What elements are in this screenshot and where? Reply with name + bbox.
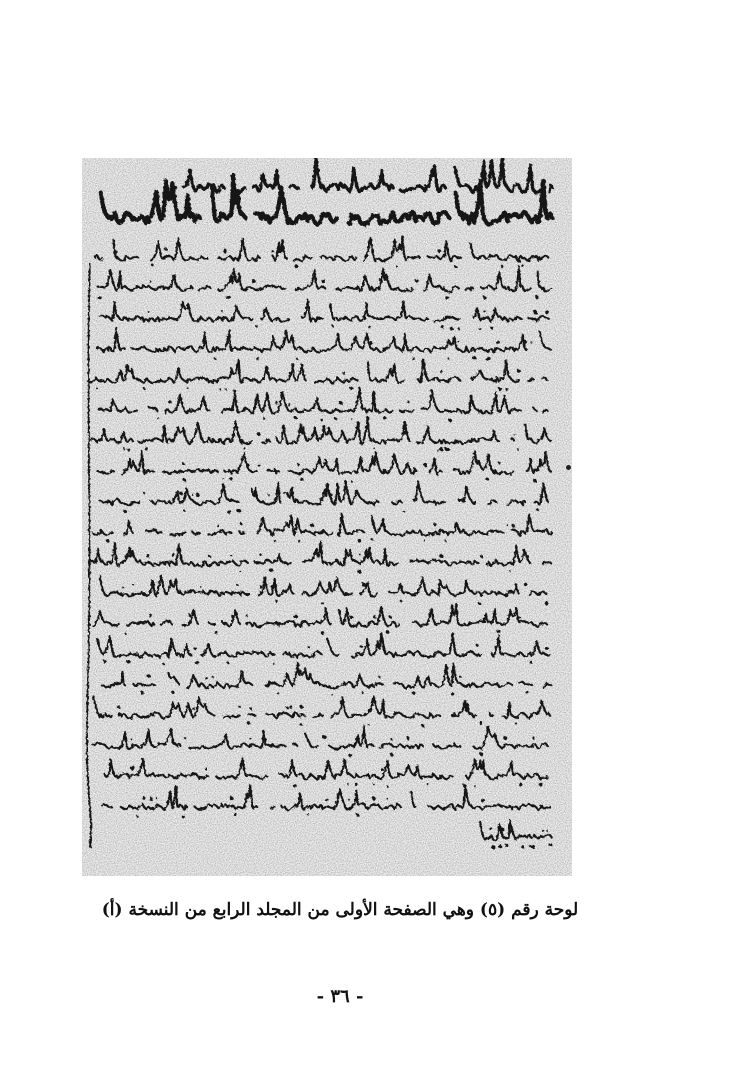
manuscript-ink-dot [357,569,361,573]
manuscript-ink-dot [183,510,185,512]
manuscript-ink-dot [514,722,517,725]
manuscript-ink-dot [486,357,489,360]
manuscript-ink-dot [437,449,439,451]
manuscript-ink-dot [536,508,539,511]
manuscript-ink-dot [300,705,304,709]
manuscript-ink-dot [526,691,529,694]
manuscript-ink-dot [501,827,504,830]
manuscript-ink-dot [421,724,424,727]
manuscript-ink-dot [545,601,549,605]
manuscript-ink-dot [227,661,229,663]
manuscript-ink-dot [412,691,415,694]
manuscript-ink-dot [478,602,481,605]
manuscript-ink-dot [330,311,332,313]
manuscript-ink-dot [545,646,549,650]
manuscript-ink-dot [445,296,449,300]
manuscript-ink-dot [357,539,361,543]
manuscript-ink-dot [446,448,450,452]
manuscript-ink-dot [382,644,385,647]
manuscript-ink-dot [275,600,278,603]
manuscript-ink-dot [361,692,363,694]
manuscript-ink-dot [390,753,394,757]
manuscript-ink-dot [535,295,538,298]
manuscript-ink-dot [371,539,373,541]
manuscript-ink-dot [247,721,251,725]
manuscript-ink-dot [191,494,193,496]
manuscript-ink-dot [200,586,202,588]
manuscript-ink-dot [237,509,241,513]
manuscript-ink-dot [320,419,323,422]
manuscript-ink-dot [269,568,273,572]
manuscript-ink-dot [480,555,483,558]
manuscript-ink-dot [474,785,476,787]
manuscript-ink-dot [532,736,535,739]
manuscript-ink-dot [390,738,393,741]
manuscript-ink-dot [147,674,150,677]
manuscript-ink-dot [172,691,175,694]
manuscript-ink-dot [529,661,532,664]
manuscript-ink-dot [151,264,153,266]
manuscript-ink-dot [386,630,390,634]
manuscript-ink-dot [204,767,207,770]
manuscript-ink-dot [227,510,231,514]
manuscript-ink-dot [447,357,449,359]
manuscript-ink-dot [370,341,373,344]
manuscript-ink-dot [212,676,214,678]
manuscript-ink-dot [252,280,256,284]
manuscript-ink-dot [253,494,256,497]
manuscript-ink-dot [400,600,402,602]
manuscript-ink-dot [149,614,153,618]
manuscript-ink-dot [168,400,171,403]
manuscript-ink-dot [350,480,352,482]
manuscript-ink-dot [186,387,188,389]
manuscript-ink-dot [132,584,134,586]
manuscript-ink-dot [542,829,544,831]
manuscript-ink-dot [386,798,388,800]
manuscript-ink-dot [140,691,144,695]
manuscript-ink-dot [533,479,537,483]
manuscript-ink-dot [339,401,343,405]
manuscript-ink-dot [360,645,363,648]
manuscript-ink-dot [479,327,482,330]
manuscript-ink-dot [449,419,452,422]
manuscript-ink-dot [523,340,526,343]
manuscript-ink-dot [479,721,483,725]
manuscript-ink-dot [275,401,278,404]
manuscript-ink-dot [439,370,442,373]
manuscript-ink-dot [205,342,207,344]
manuscript-ink-dot [271,250,274,253]
manuscript-ink-dot [182,815,185,818]
manuscript-ink-dot [458,327,461,330]
manuscript-ink-dot [403,431,406,434]
manuscript-ink-dot [115,250,117,252]
manuscript-ink-dot [524,583,527,586]
manuscript-ink-dot [439,447,443,451]
manuscript-ink-dot [368,326,371,329]
manuscript-ink-dot [194,647,197,650]
manuscript-ink-dot [498,844,502,848]
manuscript-ink-dot [396,266,398,268]
manuscript-ink-dot [188,614,191,617]
manuscript-ink-dot [372,797,376,801]
manuscript-ink-dot [245,614,248,617]
manuscript-ink-dot [157,417,159,419]
manuscript-ink-dot [250,707,252,709]
manuscript-ink-dot [103,660,106,663]
manuscript-ink-dot [451,692,454,695]
manuscript-ink-dot [297,463,300,466]
manuscript-ink-dot [329,493,332,496]
manuscript-ink-dot [256,357,259,360]
manuscript-ink-dot [184,737,186,739]
manuscript-ink-dot [521,846,523,848]
manuscript-ink-dot [281,248,285,252]
manuscript-handwriting [82,158,572,876]
manuscript-ink-dot [169,645,172,648]
manuscript-ink-dot [225,388,227,390]
manuscript-ink-dot [332,325,334,327]
manuscript-ink-dot [504,736,507,739]
plate-caption: لوحة رقم (٥) وهي الصفحة الأولى من المجلد الرابع من النسخة (أ) [101,900,579,920]
manuscript-ink-dot [378,676,380,678]
manuscript-ink-dot [325,798,328,801]
manuscript-ink-dot [321,279,325,283]
manuscript-ink-dot [483,310,485,312]
manuscript-ink-dot [329,432,332,435]
manuscript-ink-dot [264,738,266,740]
manuscript-ink-dot [219,388,221,390]
manuscript-ink-dot [406,737,409,740]
manuscript-ink-dot [155,797,157,799]
manuscript-ink-dot [321,631,325,635]
manuscript-ink-dot [222,478,224,480]
manuscript-ink-dot [373,615,376,618]
manuscript-ink-dot [441,325,444,328]
manuscript-ink-dot [347,783,349,785]
manuscript-ink-dot [192,707,195,710]
manuscript-ink-dot [243,447,246,450]
manuscript-ink-dot [149,280,151,282]
manuscript-ink-dot [310,523,314,527]
manuscript-ink-dot [217,524,220,527]
manuscript-ink-dot [538,280,541,283]
manuscript-ink-dot [128,555,131,558]
manuscript-ink-dot [349,754,353,758]
manuscript-ink-dot [433,523,436,526]
manuscript-ink-dot [331,694,333,696]
manuscript-ink-dot [106,539,109,542]
manuscript-ink-dot [296,358,298,360]
manuscript-ink-dot [321,602,324,605]
manuscript-ink-dot [458,341,460,343]
manuscript-ink-dot [373,783,375,785]
manuscript-ink-dot [521,264,524,267]
manuscript-ink-dot [519,782,523,786]
manuscript-ink-dot [481,799,485,803]
manuscript-ink-dot [509,570,511,572]
manuscript-ink-dot [96,387,98,389]
manuscript-ink-dot [530,341,532,343]
manuscript-ink-dot [232,615,236,619]
manuscript-ink-dot [123,509,126,512]
manuscript-ink-dot [356,813,359,816]
manuscript-ink-dot [355,783,358,786]
manuscript-ink-dot [548,843,551,846]
manuscript-ink-dot [501,266,504,269]
manuscript-ink-dot [427,783,429,785]
manuscript-ink-dot [238,705,240,707]
manuscript-ink-dot [125,739,128,742]
manuscript-ink-dot [368,724,370,726]
manuscript-ink-dot [227,296,231,300]
manuscript-ink-dot [547,830,549,832]
manuscript-ink-dot [274,540,276,542]
manuscript-ink-dot [273,663,275,665]
manuscript-ink-dot [266,372,268,374]
manuscript-ink-dot [179,492,183,496]
manuscript-ink-dot [509,830,512,833]
manuscript-ink-dot [196,493,200,497]
manuscript-ink-dot [300,478,303,481]
manuscript-ink-dot [183,478,186,481]
manuscript-ink-dot [350,387,353,390]
manuscript-ink-dot [240,523,242,525]
manuscript-ink-dot [148,311,150,313]
manuscript-ink-dot [550,844,552,846]
manuscript-ink-dot [498,462,501,465]
manuscript-ink-dot [498,387,502,391]
page-number: - ٣٦ - [316,986,364,1007]
manuscript-ink-dot [489,827,492,830]
manuscript-ink-dot [459,676,461,678]
manuscript-ink-dot [294,416,297,419]
manuscript-ink-dot [234,813,237,816]
manuscript-ink-dot [518,616,520,618]
manuscript-ink-dot [214,631,218,635]
manuscript-ink-dot [389,616,392,619]
manuscript-ink-dot [145,447,149,451]
manuscript-ink-dot [343,372,346,375]
manuscript-ink-dot [124,633,126,635]
manuscript-ink-dot [287,707,289,709]
manuscript-ink-dot [450,327,454,331]
manuscript-ink-dot [517,369,521,373]
manuscript-ink-dot [379,279,382,282]
manuscript-ink-dot [533,310,537,314]
manuscript-ink-dot [130,738,132,740]
manuscript-ink-dot [142,797,145,800]
manuscript-ink-dot [205,677,208,680]
manuscript-ink-dot [491,845,495,849]
manuscript-ink-dot [348,799,350,801]
manuscript-ink-dot [250,738,252,740]
manuscript-ink-dot [268,494,270,496]
manuscript-ink-dot [496,629,500,633]
manuscript-ink-dot [486,478,489,481]
manuscript-ink-dot [294,615,298,619]
manuscript-ink-dot [259,585,262,588]
manuscript-ink-dot [146,554,150,558]
manuscript-ink-dot [307,813,310,816]
manuscript-ink-dot [294,265,298,269]
manuscript-ink-dot [359,554,361,556]
manuscript-ink-dot [236,584,238,586]
manuscript-ink-dot [298,540,301,543]
manuscript-ink-dot [483,296,486,299]
manuscript-ink-dot [300,723,303,726]
manuscript-ink-dot [143,492,145,494]
manuscript-ink-dot [415,279,419,283]
manuscript-ink-dot [322,735,326,739]
manuscript-ink-dot [263,417,266,420]
manuscript-ink-dot [259,554,261,556]
manuscript-ink-dot [380,768,383,771]
manuscript-ink-dot [366,416,369,419]
manuscript-ink-dot [221,310,223,312]
margin-dot [566,465,571,470]
manuscript-ink-dot [127,660,131,664]
manuscript-ink-dot [350,616,353,619]
manuscript-ink-dot [130,767,133,770]
manuscript-ink-dot [277,692,279,694]
manuscript-ink-dot [512,524,515,527]
manuscript-ink-dot [171,553,175,557]
manuscript-ink-dot [355,738,357,740]
manuscript-ink-dot [527,555,529,557]
manuscript-ink-dot [412,357,415,360]
manuscript-ink-dot [380,523,383,526]
manuscript-ink-dot [230,797,234,801]
manuscript-ink-dot [454,266,457,269]
manuscript-ink-dot [505,844,508,847]
manuscript-ink-dot [143,387,145,389]
manuscript-ink-dot [136,815,138,817]
manuscript-ink-dot [117,705,120,708]
manuscript-ink-dot [383,416,386,419]
manuscript-ink-dot [423,540,425,542]
manuscript-ink-dot [230,477,233,480]
manuscript-ink-dot [517,448,519,450]
manuscript-ink-dot [529,845,531,847]
manuscript-ink-dot [149,797,153,801]
manuscript-ink-dot [224,251,227,254]
manuscript-ink-dot [255,325,258,328]
manuscript-ink-dot [163,663,165,665]
manuscript-ink-dot [182,463,184,465]
manuscript-ink-dot [214,358,216,360]
manuscript-ink-dot [514,434,516,436]
manuscript-ink-dot [424,372,427,375]
manuscript-ink-dot [506,388,509,391]
manuscript-ink-dot [363,279,365,281]
manuscript-ink-dot [289,372,292,375]
manuscript-ink-dot [208,555,211,558]
manuscript-ink-dot [164,248,167,251]
manuscript-ink-dot [401,585,403,587]
manuscript-ink-dot [289,706,292,709]
manuscript-ink-dot [123,448,125,450]
manuscript-ink-dot [246,463,250,467]
manuscript-ink-dot [424,463,428,467]
manuscript-ink-dot [438,250,441,253]
manuscript-ink-dot [307,646,310,649]
manuscript-ink-dot [403,511,405,513]
manuscript-ink-dot [287,403,290,406]
manuscript-ink-dot [284,492,287,495]
manuscript-ink-dot [127,448,130,451]
manuscript-ink-dot [506,524,508,526]
manuscript-page-image [82,158,572,876]
manuscript-ink-dot [373,448,375,450]
manuscript-ink-dot [98,296,102,300]
manuscript-ink-dot [407,400,409,402]
manuscript-ink-dot [545,310,549,314]
manuscript-ink-dot [257,432,261,436]
manuscript-ink-dot [476,644,479,647]
manuscript-ink-dot [195,661,199,665]
manuscript-ink-dot [230,555,232,557]
manuscript-ink-dot [490,327,493,330]
manuscript-ink-dot [122,586,124,588]
manuscript-ink-dot [351,418,353,420]
manuscript-ink-dot [293,784,297,788]
manuscript-ink-dot [539,783,543,787]
manuscript-ink-dot [239,570,241,572]
manuscript-ink-dot [496,341,500,345]
manuscript-ink-dot [271,585,274,588]
manuscript-ink-dot [472,356,476,360]
manuscript-ink-dot [445,540,447,542]
manuscript-ink-dot [386,786,388,788]
manuscript-ink-dot [258,464,261,467]
manuscript-ink-dot [362,583,366,587]
manuscript-ink-dot [439,554,443,558]
manuscript-ink-dot [334,417,337,420]
manuscript-ink-dot [539,463,542,466]
manuscript-ink-dot [295,677,297,679]
manuscript-ink-dot [480,752,484,756]
